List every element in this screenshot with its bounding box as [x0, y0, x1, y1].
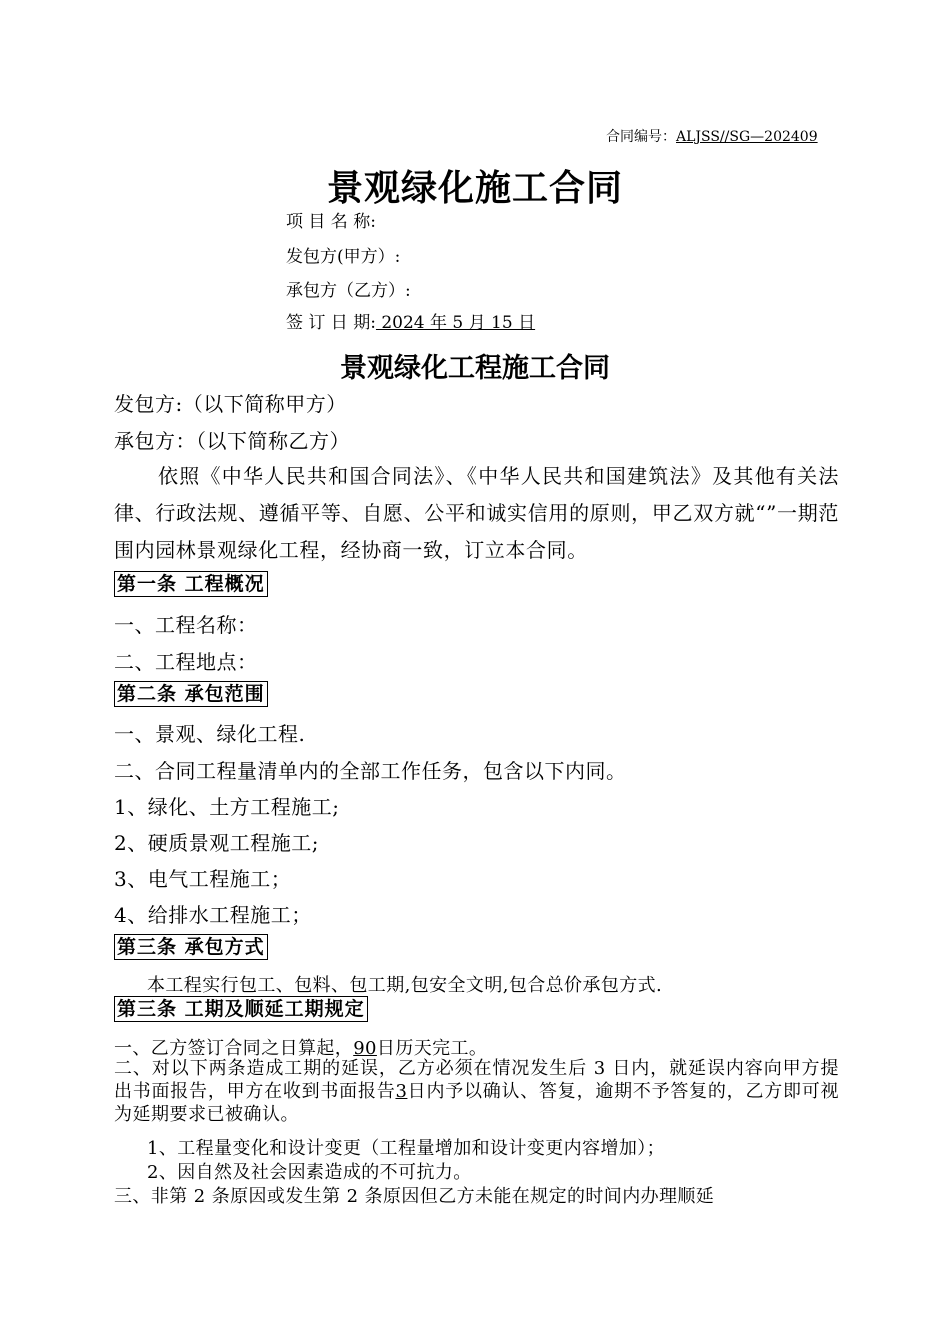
sign-date-value: 2024 年 5 月 15 日 [375, 313, 536, 333]
article-2-heading: 第二条 承包范围 [114, 681, 268, 707]
article-4-days: 90 [353, 1038, 377, 1059]
article-2-item: 2、硬质景观工程施工; [114, 831, 319, 855]
article-3-text: 本工程实行包工、包料、包工期,包安全文明,包合总价承包方式. [147, 975, 663, 996]
article-1-heading: 第一条 工程概况 [114, 571, 268, 597]
article-2-item: 一、景观、绿化工程. [114, 722, 306, 746]
article-4-sub-1: 1、工程量变化和设计变更（工程量增加和设计变更内容增加）； [147, 1138, 666, 1159]
article-4-heading: 第三条 工期及顺延工期规定 [114, 996, 368, 1022]
contract-number-label: 合同编号： [606, 129, 676, 145]
party-a-line: 发包方:（以下简称甲方） [114, 392, 347, 416]
intro-paragraph: 依照《中华人民共和国合同法》、《中华人民共和国建筑法》及其他有关法律、行政法规、遵循平等、自愿、公平和诚实信用的原则，甲乙双方就“”一期范围内园林景观绿化工程，经协商一致，订立本合同。 [114, 464, 839, 562]
article-4-line-1-pre: 一、乙方签订合同之日算起， [114, 1038, 354, 1059]
article-4-line-3: 三、非第 2 条原因或发生第 2 条原因但乙方未能在规定的时间内办理顺延 [114, 1186, 715, 1207]
article-3-heading: 第三条 承包方式 [114, 934, 268, 960]
project-name-label: 项 目 名 称: [286, 212, 376, 232]
contract-number [606, 126, 844, 146]
article-4-line-2-post: 日内予以确认、答复，逾期不予答复的，乙方即可视为延期要求已被确认。 [114, 1081, 840, 1125]
article-4-sub-2: 2、因自然及社会因素造成的不可抗力。 [147, 1162, 472, 1183]
article-4-report-days: 3 [395, 1081, 408, 1102]
article-4-line-2 [114, 1057, 839, 1126]
party-b-line: 承包方：（以下简称乙方） [114, 429, 350, 453]
sign-date-label: 签 订 日 期: [286, 313, 376, 333]
article-1-item: 一、工程名称： [114, 613, 258, 637]
cover-title: 景观绿化施工合同 [326, 167, 623, 209]
article-4-line-1-post: 日历天完工。 [376, 1038, 488, 1059]
party-b-label: 承包方（乙方）: [286, 281, 411, 301]
article-2-item: 二、合同工程量清单内的全部工作任务，包含以下内同。 [114, 759, 627, 783]
sign-date [286, 308, 535, 333]
article-2-item: 4、给排水工程施工； [114, 903, 312, 927]
contract-title: 景观绿化工程施工合同 [340, 353, 610, 384]
article-2-item: 1、绿化、土方工程施工; [114, 795, 340, 819]
article-1-item: 二、工程地点： [114, 650, 258, 674]
contract-number-value: ALJSS//SG—202409 [676, 129, 818, 145]
article-4-line-2-pre: 二、对以下两条造成工期的延误，乙方必须在情况发生后 3 日内，就延误内容向甲方提出书面报告，甲方在收到书面报告 [114, 1058, 839, 1102]
article-2-item: 3、电气工程施工； [114, 867, 292, 891]
party-a-label: 发包方(甲方）: [286, 247, 401, 267]
